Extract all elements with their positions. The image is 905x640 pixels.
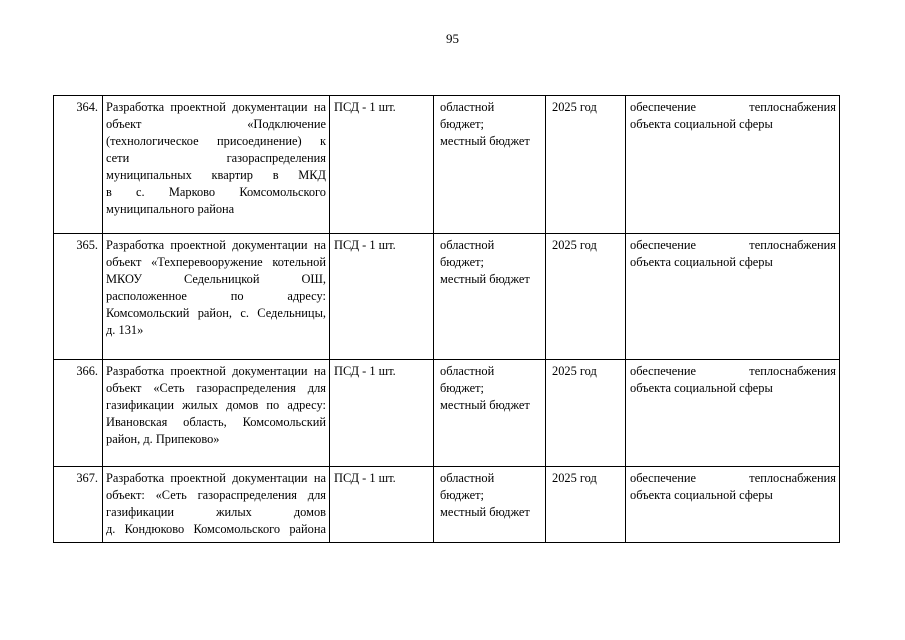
funding-source-line: местный бюджет	[440, 134, 530, 148]
quantity: ПСД - 1 шт.	[334, 238, 396, 252]
description-line: объект «Сеть газораспределения для	[106, 381, 326, 395]
table-row	[54, 234, 840, 360]
funding-source-line: бюджет;	[440, 117, 484, 131]
year-cell	[546, 467, 626, 543]
year-cell	[546, 360, 626, 467]
funding-source-line: бюджет;	[440, 381, 484, 395]
purpose-line: обеспечение теплоснабжения	[630, 100, 836, 114]
year: 2025 год	[552, 100, 597, 114]
description-cell	[103, 360, 330, 467]
description-line: МКОУ Седельницкой ОШ,	[106, 272, 326, 286]
purpose-line: объекта социальной сферы	[630, 255, 773, 269]
funding-source-cell	[434, 467, 546, 543]
purpose-cell	[626, 234, 840, 360]
row-number-cell	[54, 234, 103, 360]
year: 2025 год	[552, 364, 597, 378]
description-line: расположенное по адресу:	[106, 289, 326, 303]
purpose-line: объекта социальной сферы	[630, 488, 773, 502]
funding-source-cell	[434, 360, 546, 467]
purpose-line: обеспечение теплоснабжения	[630, 364, 836, 378]
funding-source-line: областной	[440, 100, 495, 114]
purpose-cell	[626, 360, 840, 467]
quantity-cell	[330, 360, 434, 467]
description-line: в с. Марково Комсомольского	[106, 185, 326, 199]
quantity: ПСД - 1 шт.	[334, 100, 396, 114]
funding-source-cell	[434, 96, 546, 234]
description-line: объект «Техперевооружение котельной	[106, 255, 326, 269]
quantity: ПСД - 1 шт.	[334, 471, 396, 485]
description-line: муниципальных квартир в МКД	[106, 168, 326, 182]
row-number: 365.	[76, 238, 98, 252]
funding-source-line: бюджет;	[440, 488, 484, 502]
purpose-line: обеспечение теплоснабжения	[630, 238, 836, 252]
description-line: (технологическое присоединение) к	[106, 134, 326, 148]
funding-source-line: областной	[440, 471, 495, 485]
purpose-cell	[626, 96, 840, 234]
row-number: 366.	[76, 364, 98, 378]
year-cell	[546, 234, 626, 360]
row-number-cell	[54, 96, 103, 234]
description-line: газификации жилых домов по адресу:	[106, 398, 326, 412]
description-line: Ивановская область, Комсомольский	[106, 415, 326, 429]
table-row	[54, 96, 840, 234]
table-row	[54, 467, 840, 543]
description-line: сети газораспределения	[106, 151, 326, 165]
purpose-line: обеспечение теплоснабжения	[630, 471, 836, 485]
description-line: Комсомольский район, с. Седельницы,	[106, 306, 326, 320]
row-number: 367.	[76, 471, 98, 485]
quantity-cell	[330, 234, 434, 360]
program-table	[53, 95, 840, 543]
description-line: район, д. Припеково»	[106, 432, 220, 446]
description-line: Разработка проектной документации на	[106, 100, 326, 114]
funding-source-line: бюджет;	[440, 255, 484, 269]
description-line: газификации жилых домов	[106, 505, 326, 519]
year: 2025 год	[552, 471, 597, 485]
description-line: объект: «Сеть газораспределения для	[106, 488, 326, 502]
funding-source-line: местный бюджет	[440, 398, 530, 412]
year: 2025 год	[552, 238, 597, 252]
purpose-cell	[626, 467, 840, 543]
funding-source-cell	[434, 234, 546, 360]
funding-source-line: областной	[440, 364, 495, 378]
description-line: Разработка проектной документации на	[106, 471, 326, 485]
page-number: 95	[446, 31, 459, 46]
description-line: муниципального района	[106, 202, 235, 216]
table-row	[54, 360, 840, 467]
funding-source-line: областной	[440, 238, 495, 252]
row-number: 364.	[76, 100, 98, 114]
quantity-cell	[330, 467, 434, 543]
description-cell	[103, 467, 330, 543]
description-line: Разработка проектной документации на	[106, 364, 326, 378]
purpose-line: объекта социальной сферы	[630, 381, 773, 395]
description-line: д. Кондюково Комсомольского района	[106, 522, 326, 536]
row-number-cell	[54, 360, 103, 467]
description-line: Разработка проектной документации на	[106, 238, 326, 252]
purpose-line: объекта социальной сферы	[630, 117, 773, 131]
description-line: д. 131»	[106, 323, 144, 337]
description-cell	[103, 96, 330, 234]
funding-source-line: местный бюджет	[440, 272, 530, 286]
quantity: ПСД - 1 шт.	[334, 364, 396, 378]
year-cell	[546, 96, 626, 234]
description-cell	[103, 234, 330, 360]
description-line: объект «Подключение	[106, 117, 326, 131]
funding-source-line: местный бюджет	[440, 505, 530, 519]
row-number-cell	[54, 467, 103, 543]
quantity-cell	[330, 96, 434, 234]
